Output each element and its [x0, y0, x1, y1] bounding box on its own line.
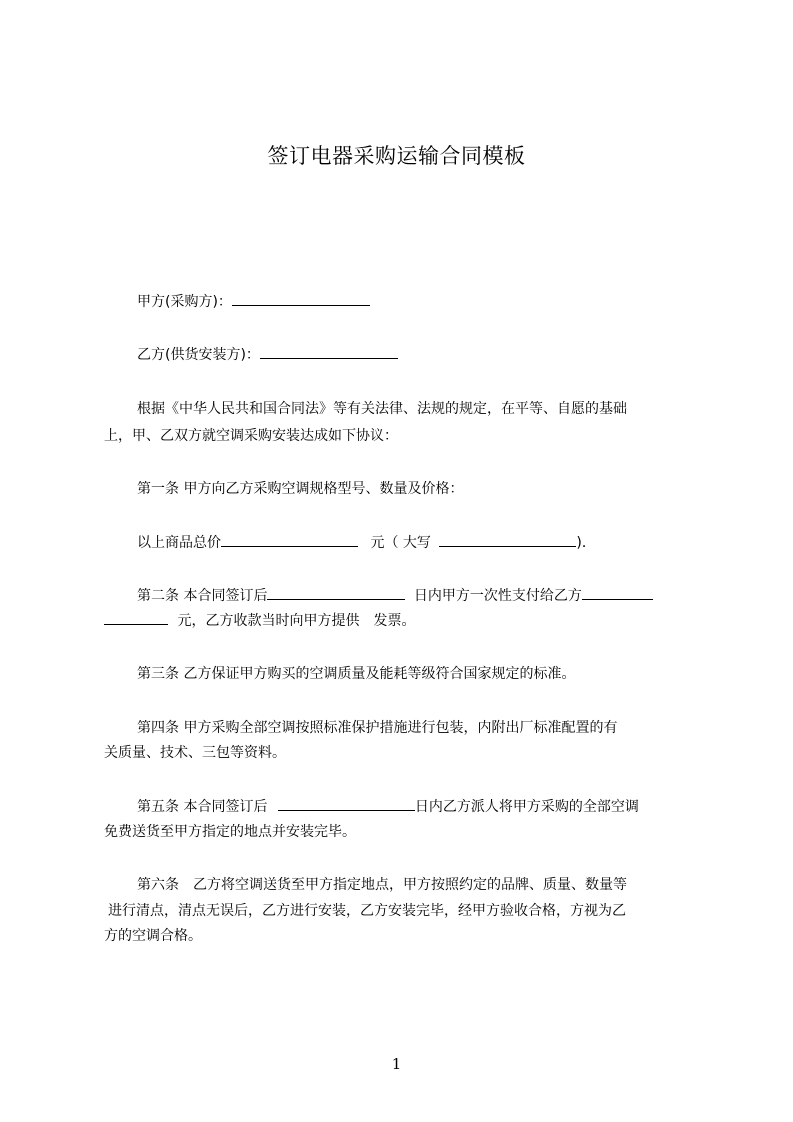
total-price-end: )．	[576, 535, 596, 551]
preamble-line-2: 上，甲、乙双方就空调采购安装达成如下协议：	[104, 428, 398, 444]
article-1: 第一条 甲方向乙方采购空调规格型号、数量及价格：	[137, 481, 464, 497]
article-5-line-2: 免费送货至甲方指定的地点并安装完毕。	[104, 824, 356, 840]
party-a-blank	[232, 290, 370, 306]
article-6-line-2: 进行清点，清点无误后，乙方进行安装，乙方安装完毕，经甲方验收合格，方视为乙	[108, 903, 626, 919]
article-5-line-1	[104, 795, 737, 819]
page-number: 1	[391, 1055, 402, 1073]
article-2-amount-blank	[582, 584, 653, 600]
total-price-label: 以上商品总价	[137, 535, 221, 551]
article-6-line-3: 方的空调合格。	[104, 928, 202, 944]
article-6-line-1: 第六条 乙方将空调送货至甲方指定地点，甲方按照约定的品牌、质量、数量等	[137, 877, 627, 893]
article-5-part-2: 日内乙方派人将甲方采购的全部空调	[414, 799, 639, 815]
article-2-line-2	[104, 609, 704, 633]
total-price-blank	[221, 531, 358, 547]
article-5-part-1: 第五条 本合同签订后	[137, 799, 268, 815]
document-title: 签订电器采购运输合同模板	[267, 144, 526, 168]
preamble-line-1: 根据《中华人民共和国合同法》等有关法律、法规的规定，在平等、自愿的基础	[137, 401, 627, 417]
party-b-blank	[260, 343, 398, 359]
party-b-label: 乙方(供货安装方)：	[137, 347, 260, 363]
article-3: 第三条 乙方保证甲方购买的空调质量及能耗等级符合国家规定的标准。	[137, 666, 576, 682]
total-price-unit: 元（ 大写	[370, 535, 431, 551]
article-2-part-3: 元，乙方收款当时向甲方提供 发票。	[177, 613, 416, 629]
total-price-line	[104, 531, 737, 555]
article-2-amount-blank-cont	[104, 609, 168, 625]
party-a-line	[104, 290, 737, 314]
article-2-part-2: 日内甲方一次性支付给乙方	[413, 588, 582, 604]
total-price-words-blank	[439, 531, 576, 547]
article-4-line-1: 第四条 甲方采购全部空调按照标准保护措施进行包装，内附出厂标准配置的有	[137, 720, 618, 736]
party-a-label: 甲方(采购方)：	[137, 294, 232, 310]
article-2-days-blank	[267, 584, 405, 600]
article-4-line-2: 关质量、技术、三包等资料。	[104, 745, 286, 761]
article-2-line-1	[104, 584, 737, 608]
party-b-line	[104, 343, 737, 367]
article-2-part-1: 第二条 本合同签订后	[137, 588, 268, 604]
article-5-days-blank	[278, 795, 415, 811]
